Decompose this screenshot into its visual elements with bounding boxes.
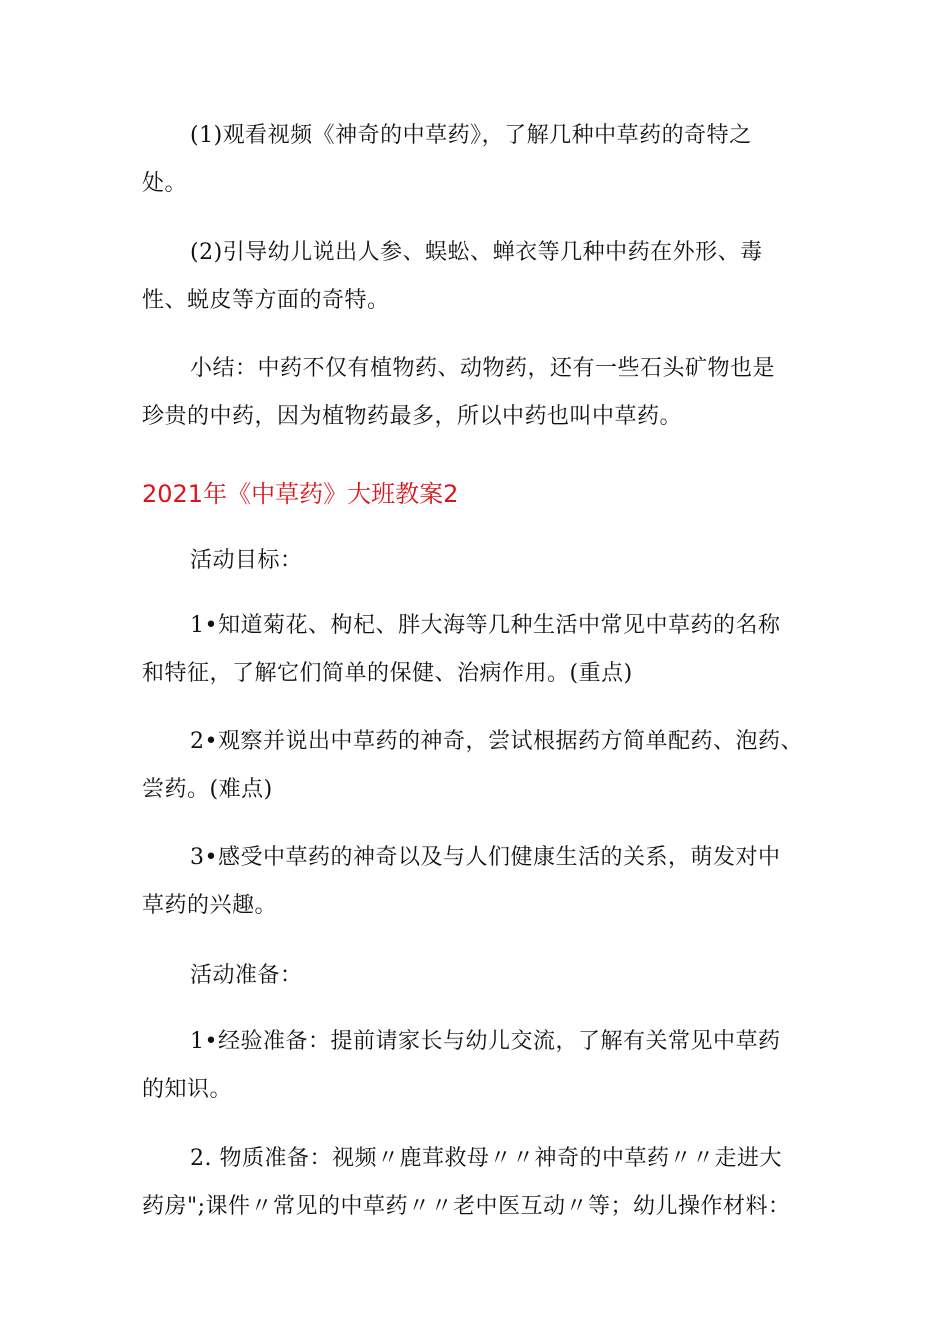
text-line: 性、蜕皮等方面的奇特。 — [142, 288, 390, 313]
paragraph-goal-2 — [142, 718, 822, 814]
text-line: 2. 物质准备：视频〃鹿茸救母〃〃神奇的中草药〃〃走进大 — [190, 1146, 782, 1171]
text-line: 尝药。(难点) — [142, 777, 273, 802]
text-line: 处。 — [142, 171, 188, 196]
paragraph-activity-prep-label — [142, 952, 822, 1000]
paragraph-goal-1 — [142, 602, 822, 698]
text-line: 药房";课件〃常见的中草药〃〃老中医互动〃等；幼儿操作材料： — [142, 1194, 791, 1219]
paragraph-activity-goals-label — [142, 537, 822, 585]
paragraph-summary — [142, 345, 822, 441]
text-line: (1)观看视频《神奇的中草药》，了解几种中草药的奇特之 — [190, 123, 752, 148]
text-line: 活动准备： — [190, 963, 303, 988]
text-line: 2•观察并说出中草药的神奇，尝试根据药方简单配药、泡药、 — [190, 729, 803, 754]
text-line: 活动目标： — [190, 548, 303, 573]
text-line: 草药的兴趣。 — [142, 893, 278, 918]
text-line: 小结：中药不仅有植物药、动物药，还有一些石头矿物也是 — [190, 356, 776, 381]
paragraph-prep-1 — [142, 1018, 822, 1114]
text-line: (2)引导幼儿说出人参、蜈蚣、蝉衣等几种中药在外形、毒 — [190, 240, 763, 265]
text-line: 的知识。 — [142, 1077, 233, 1102]
paragraph-goal-3 — [142, 834, 822, 930]
text-line: 珍贵的中药，因为植物药最多，所以中药也叫中草药。 — [142, 404, 683, 429]
section-heading: 2021年《中草药》大班教案2 — [142, 480, 459, 508]
text-line: 1•知道菊花、枸杞、胖大海等几种生活中常见中草药的名称 — [190, 613, 781, 638]
paragraph-watch-video — [142, 112, 822, 208]
text-line: 3•感受中草药的神奇以及与人们健康生活的关系，萌发对中 — [190, 845, 781, 870]
paragraph-guide-children — [142, 229, 822, 325]
text-line: 和特征，了解它们简单的保健、治病作用。(重点) — [142, 661, 633, 686]
text-line: 1•经验准备：提前请家长与幼儿交流，了解有关常见中草药 — [190, 1029, 781, 1054]
paragraph-prep-2 — [142, 1135, 822, 1231]
